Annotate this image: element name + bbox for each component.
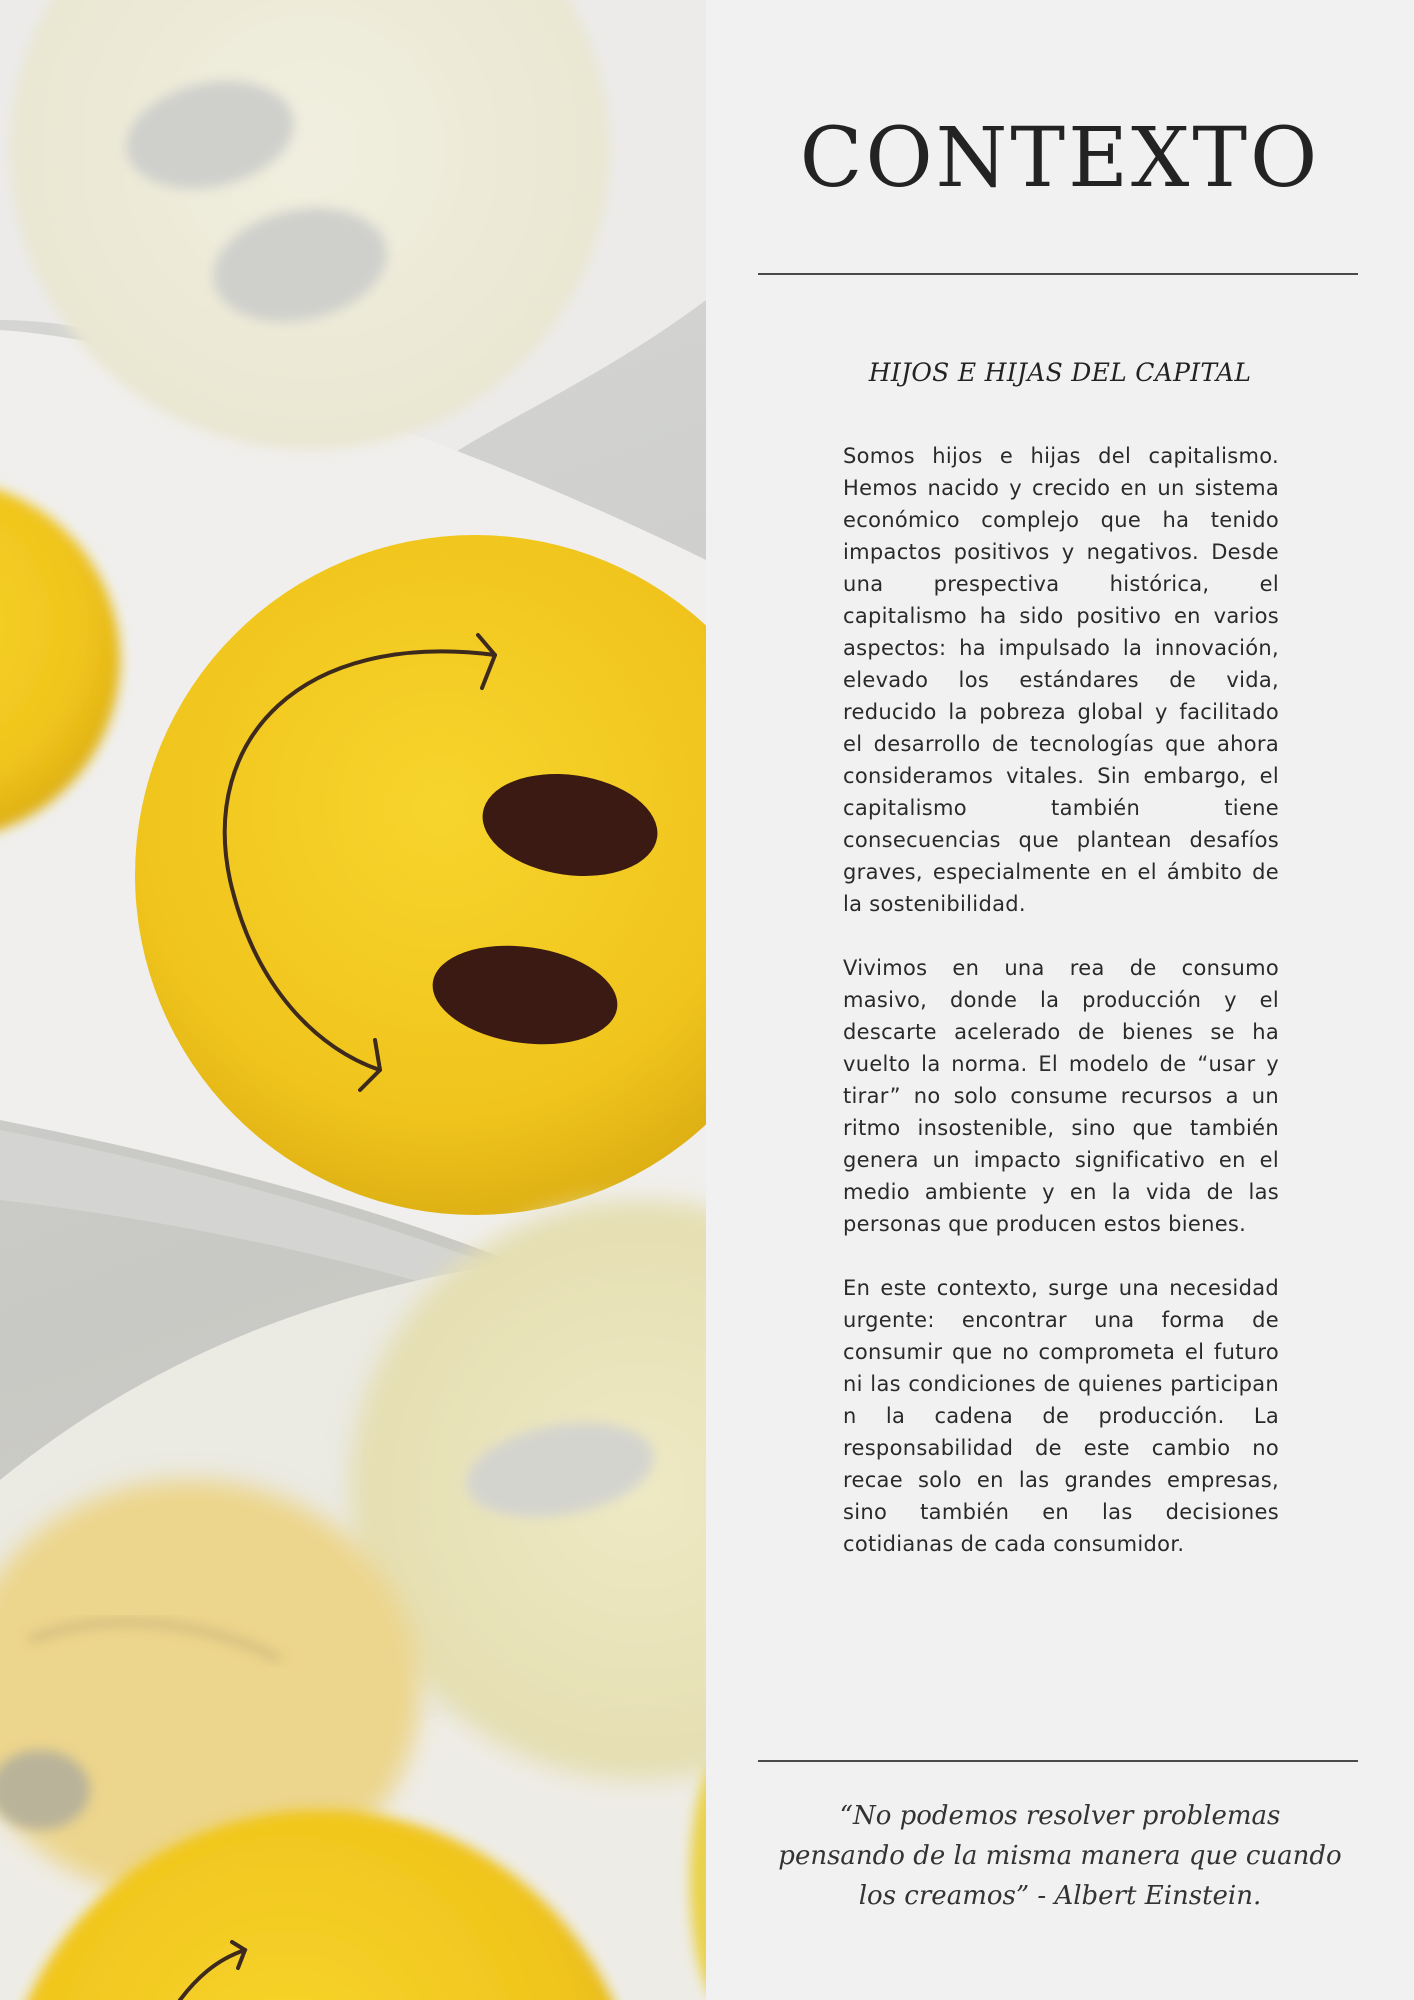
- section-subtitle: HIJOS E HIJAS DEL CAPITAL: [868, 358, 1252, 387]
- einstein-quote: “No podemos resolver problemas pensando de la misma manera que cuando los creamos” - Albert Einstein.: [778, 1801, 1342, 1911]
- smiley-stickers-photo: [0, 0, 706, 2000]
- page-title: CONTEXTO: [799, 111, 1321, 206]
- paragraph-3: En este contexto, surge una necesidad urgente: encontrar una forma de consumir que no comprometa el futuro ni las condiciones de quienes participan n la cadena de producción. La responsabilidad de este cambio no recae solo en las grandes empresas, sino también en las decisiones cotidianas de cada consumidor.: [843, 1276, 1279, 1556]
- top-divider: [758, 273, 1358, 275]
- content-panel: [706, 0, 1414, 2000]
- paragraph-1: Somos hijos e hijas del capitalismo. Hemos nacido y crecido en un sistema económico complejo que ha tenido impactos positivos y negativos. Desde una prespectiva histórica, el capitalismo ha sido positivo en varios aspectos: ha impulsado la innovación, elevado los estándares de vida, reducido la pobreza global y facilitado el desarrollo de tecnologías que ahora consideramos vitales. Sin embargo, el capitalismo también tiene consecuencias que plantean desafíos graves, especialmente en el ámbito de la sostenibilidad.: [843, 444, 1279, 916]
- bottom-divider: [758, 1760, 1358, 1762]
- paragraph-2: Vivimos en una rea de consumo masivo, donde la producción y el descarte acelerado de bienes se ha vuelto la norma. El modelo de “usar y tirar” no solo consume recursos a un ritmo insostenible, sino que también genera un impacto significativo en el medio ambiente y en la vida de las personas que producen estos bienes.: [843, 956, 1279, 1236]
- smiley-stickers-illustration: [0, 0, 706, 2000]
- body-text: [843, 440, 1279, 1592]
